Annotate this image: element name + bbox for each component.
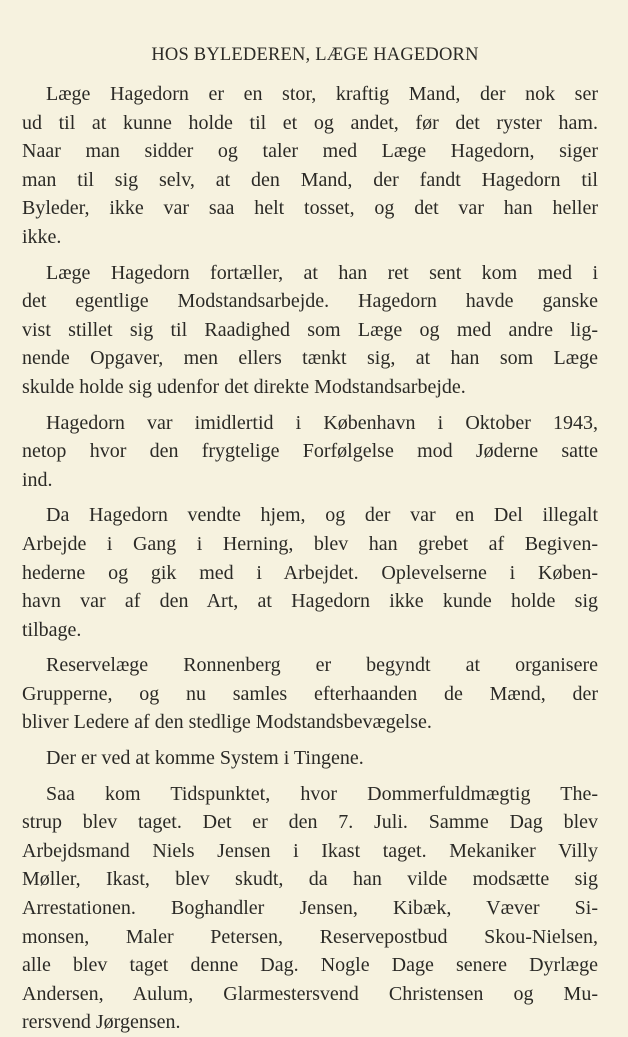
text-line: havn var af den Art, at Hagedorn ikke kunde holde sig bbox=[22, 590, 598, 613]
text-line: Saa kom Tidspunktet, hvor Dommerfuldmægtig The- bbox=[46, 782, 598, 805]
text-line: ud til at kunne holde til et og andet, før det ryster ham. bbox=[22, 111, 598, 134]
chapter-heading: HOS BYLEDEREN, LÆGE HAGEDORN bbox=[151, 45, 479, 65]
text-line: rersvend Jørgensen. bbox=[22, 1011, 181, 1034]
text-line: Arrestationen. Boghandler Jensen, Kibæk, Væver Si- bbox=[22, 897, 598, 920]
text-line: skulde holde sig udenfor det direkte Modstandsarbejde. bbox=[22, 375, 466, 398]
paragraph-gap bbox=[22, 773, 598, 780]
text-line: nende Opgaver, men ellers tænkt sig, at han som Læge bbox=[22, 347, 598, 370]
text-line: Der er ved at komme System i Tingene. bbox=[46, 747, 364, 770]
text-line: ind. bbox=[22, 468, 53, 491]
text-line: strup blev taget. Det er den 7. Juli. Samme Dag blev bbox=[22, 811, 598, 834]
paragraph-gap bbox=[22, 494, 598, 501]
text-line: man til sig selv, at den Mand, der fandt Hagedorn til bbox=[22, 168, 598, 191]
text-line: Arbejdsmand Niels Jensen i Ikast taget. Mekaniker Villy bbox=[22, 839, 598, 862]
paragraph-gap bbox=[22, 737, 598, 744]
text-line: det egentlige Modstandsarbejde. Hagedorn havde ganske bbox=[22, 290, 598, 313]
text-line: Arbejde i Gang i Herning, blev han grebet af Begiven- bbox=[22, 532, 598, 555]
paragraph bbox=[22, 780, 598, 1037]
text-line: Hagedorn var imidlertid i København i Oktober 1943, bbox=[46, 411, 598, 434]
paragraph bbox=[22, 80, 598, 252]
text-line: Andersen, Aulum, Glarmestersvend Christensen og Mu- bbox=[22, 982, 598, 1005]
text-line: ikke. bbox=[22, 225, 62, 248]
text-line: hederne og gik med i Arbejdet. Oplevelserne i Køben- bbox=[22, 561, 598, 584]
text-line: Naar man sidder og taler med Læge Hagedorn, siger bbox=[22, 140, 598, 163]
text-line: Møller, Ikast, blev skudt, da han vilde modsætte sig bbox=[22, 868, 598, 891]
text-line: monsen, Maler Petersen, Reservepostbud Skou-Nielsen, bbox=[22, 925, 598, 948]
text-line: netop hvor den frygtelige Forfølgelse mod Jøderne satte bbox=[22, 440, 598, 463]
text-line: Da Hagedorn vendte hjem, og der var en Del illegalt bbox=[46, 504, 598, 527]
text-line: vist stillet sig til Raadighed som Læge og med andre lig- bbox=[22, 318, 598, 341]
body-text bbox=[22, 80, 598, 1037]
text-line: Grupperne, og nu samles efterhaanden de Mænd, der bbox=[22, 682, 598, 705]
paragraph-gap bbox=[22, 644, 598, 651]
paragraph-gap bbox=[22, 252, 598, 259]
paragraph bbox=[22, 259, 598, 402]
paragraph bbox=[22, 651, 598, 737]
text-line: Byleder, ikke var saa helt tosset, og det var han heller bbox=[22, 197, 598, 220]
paragraph bbox=[22, 501, 598, 644]
text-line: bliver Ledere af den stedlige Modstandsbevægelse. bbox=[22, 711, 432, 734]
text-line: alle blev taget denne Dag. Nogle Dage senere Dyrlæge bbox=[22, 954, 598, 977]
text-line: Reservelæge Ronnenberg er begyndt at organisere bbox=[46, 654, 598, 677]
text-line: tilbage. bbox=[22, 618, 82, 641]
text-line: Læge Hagedorn er en stor, kraftig Mand, der nok ser bbox=[46, 83, 598, 105]
text-line: Læge Hagedorn fortæller, at han ret sent kom med i bbox=[46, 261, 598, 284]
paragraph-gap bbox=[22, 402, 598, 409]
paragraph bbox=[22, 409, 598, 495]
paragraph bbox=[22, 744, 598, 773]
